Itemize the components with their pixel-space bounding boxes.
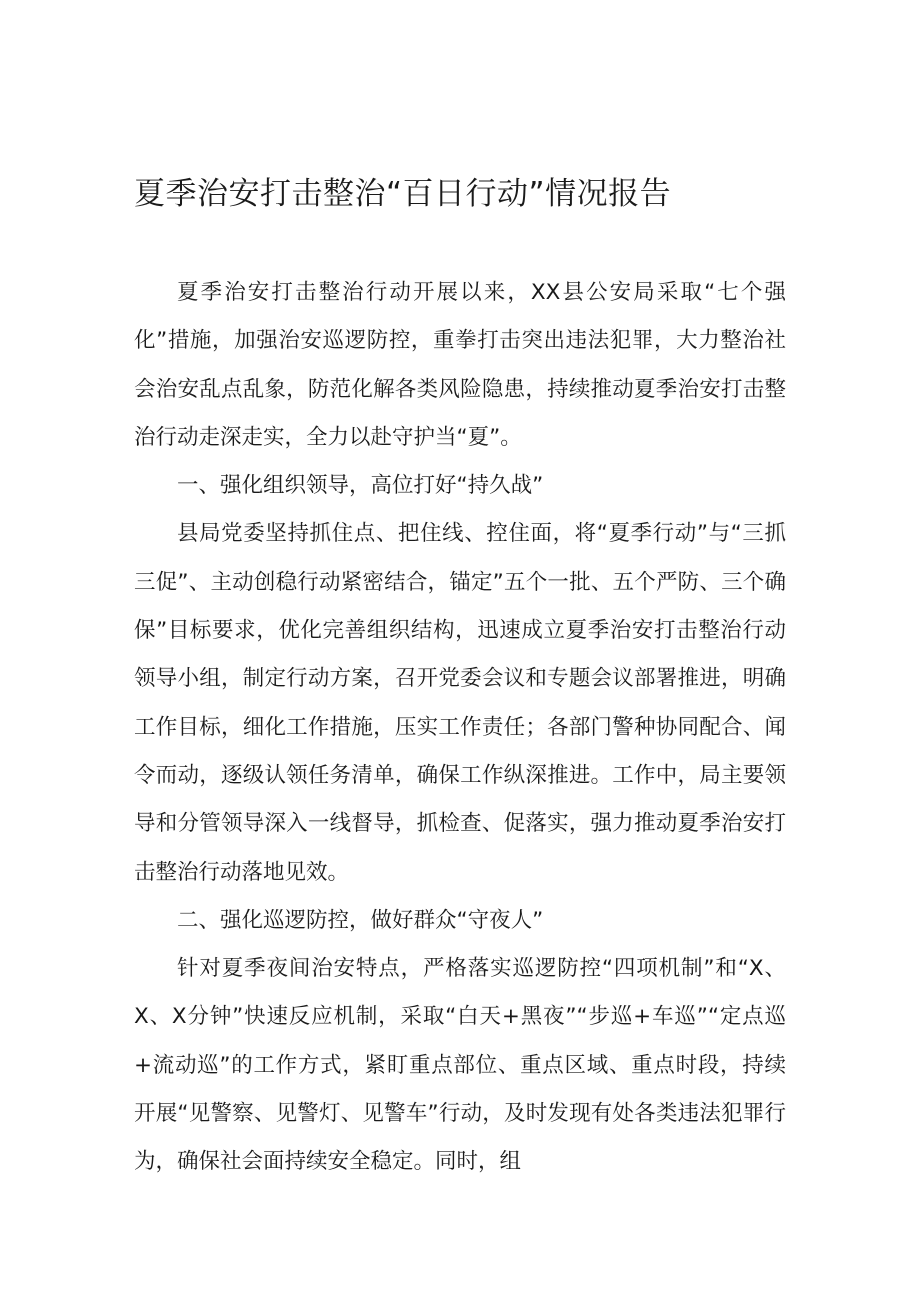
document-title: 夏季治安打击整治“百日行动”情况报告 (134, 176, 672, 212)
intro-paragraph: 夏季治安打击整治行动开展以来，XX县公安局采取“七个强化”措施，加强治安巡逻防控，重拳打击突出违法犯罪，大力整治社会治安乱点乱象，防范化解各类风险隐患，持续推动夏季治安打击整治行动走深走实，全力以赴守护当“夏”。 (134, 280, 786, 450)
section-2-paragraph: 针对夏季夜间治安特点，严格落实巡逻防控“四项机制”和“X、X、X分钟”快速反应机制，采取“白天+黑夜”“步巡+车巡”“定点巡+流动巡”的工作方式，紧盯重点部位、重点区域、重点时段，持续开展“见警察、见警灯、见警车”行动，及时发现有处各类违法犯罪行为，确保社会面持续安全稳定。同时，组 (134, 956, 786, 1175)
section-1-paragraph: 县局党委坚持抓住点、把住线、控住面，将“夏季行动”与“三抓三促”、主动创稳行动紧密结合，锚定”五个一批、五个严防、三个确保”目标要求，优化完善组织结构，迅速成立夏季治安打击整治行动领导小组，制定行动方案，召开党委会议和专题会议部署推进，明确工作目标，细化工作措施，压实工作责任；各部门警种协同配合、闻令而动，逐级认领任务清单，确保工作纵深推进。工作中，局主要领导和分管领导深入一线督导，抓检查、促落实，强力推动夏季治安打击整治行动落地见效。 (134, 521, 786, 885)
document-body (134, 269, 786, 1187)
section-heading-2: 二、强化巡逻防控，做好群众“守夜人” (177, 907, 544, 933)
section-heading-1: 一、强化组织领导，高位打好“持久战” (177, 473, 544, 499)
